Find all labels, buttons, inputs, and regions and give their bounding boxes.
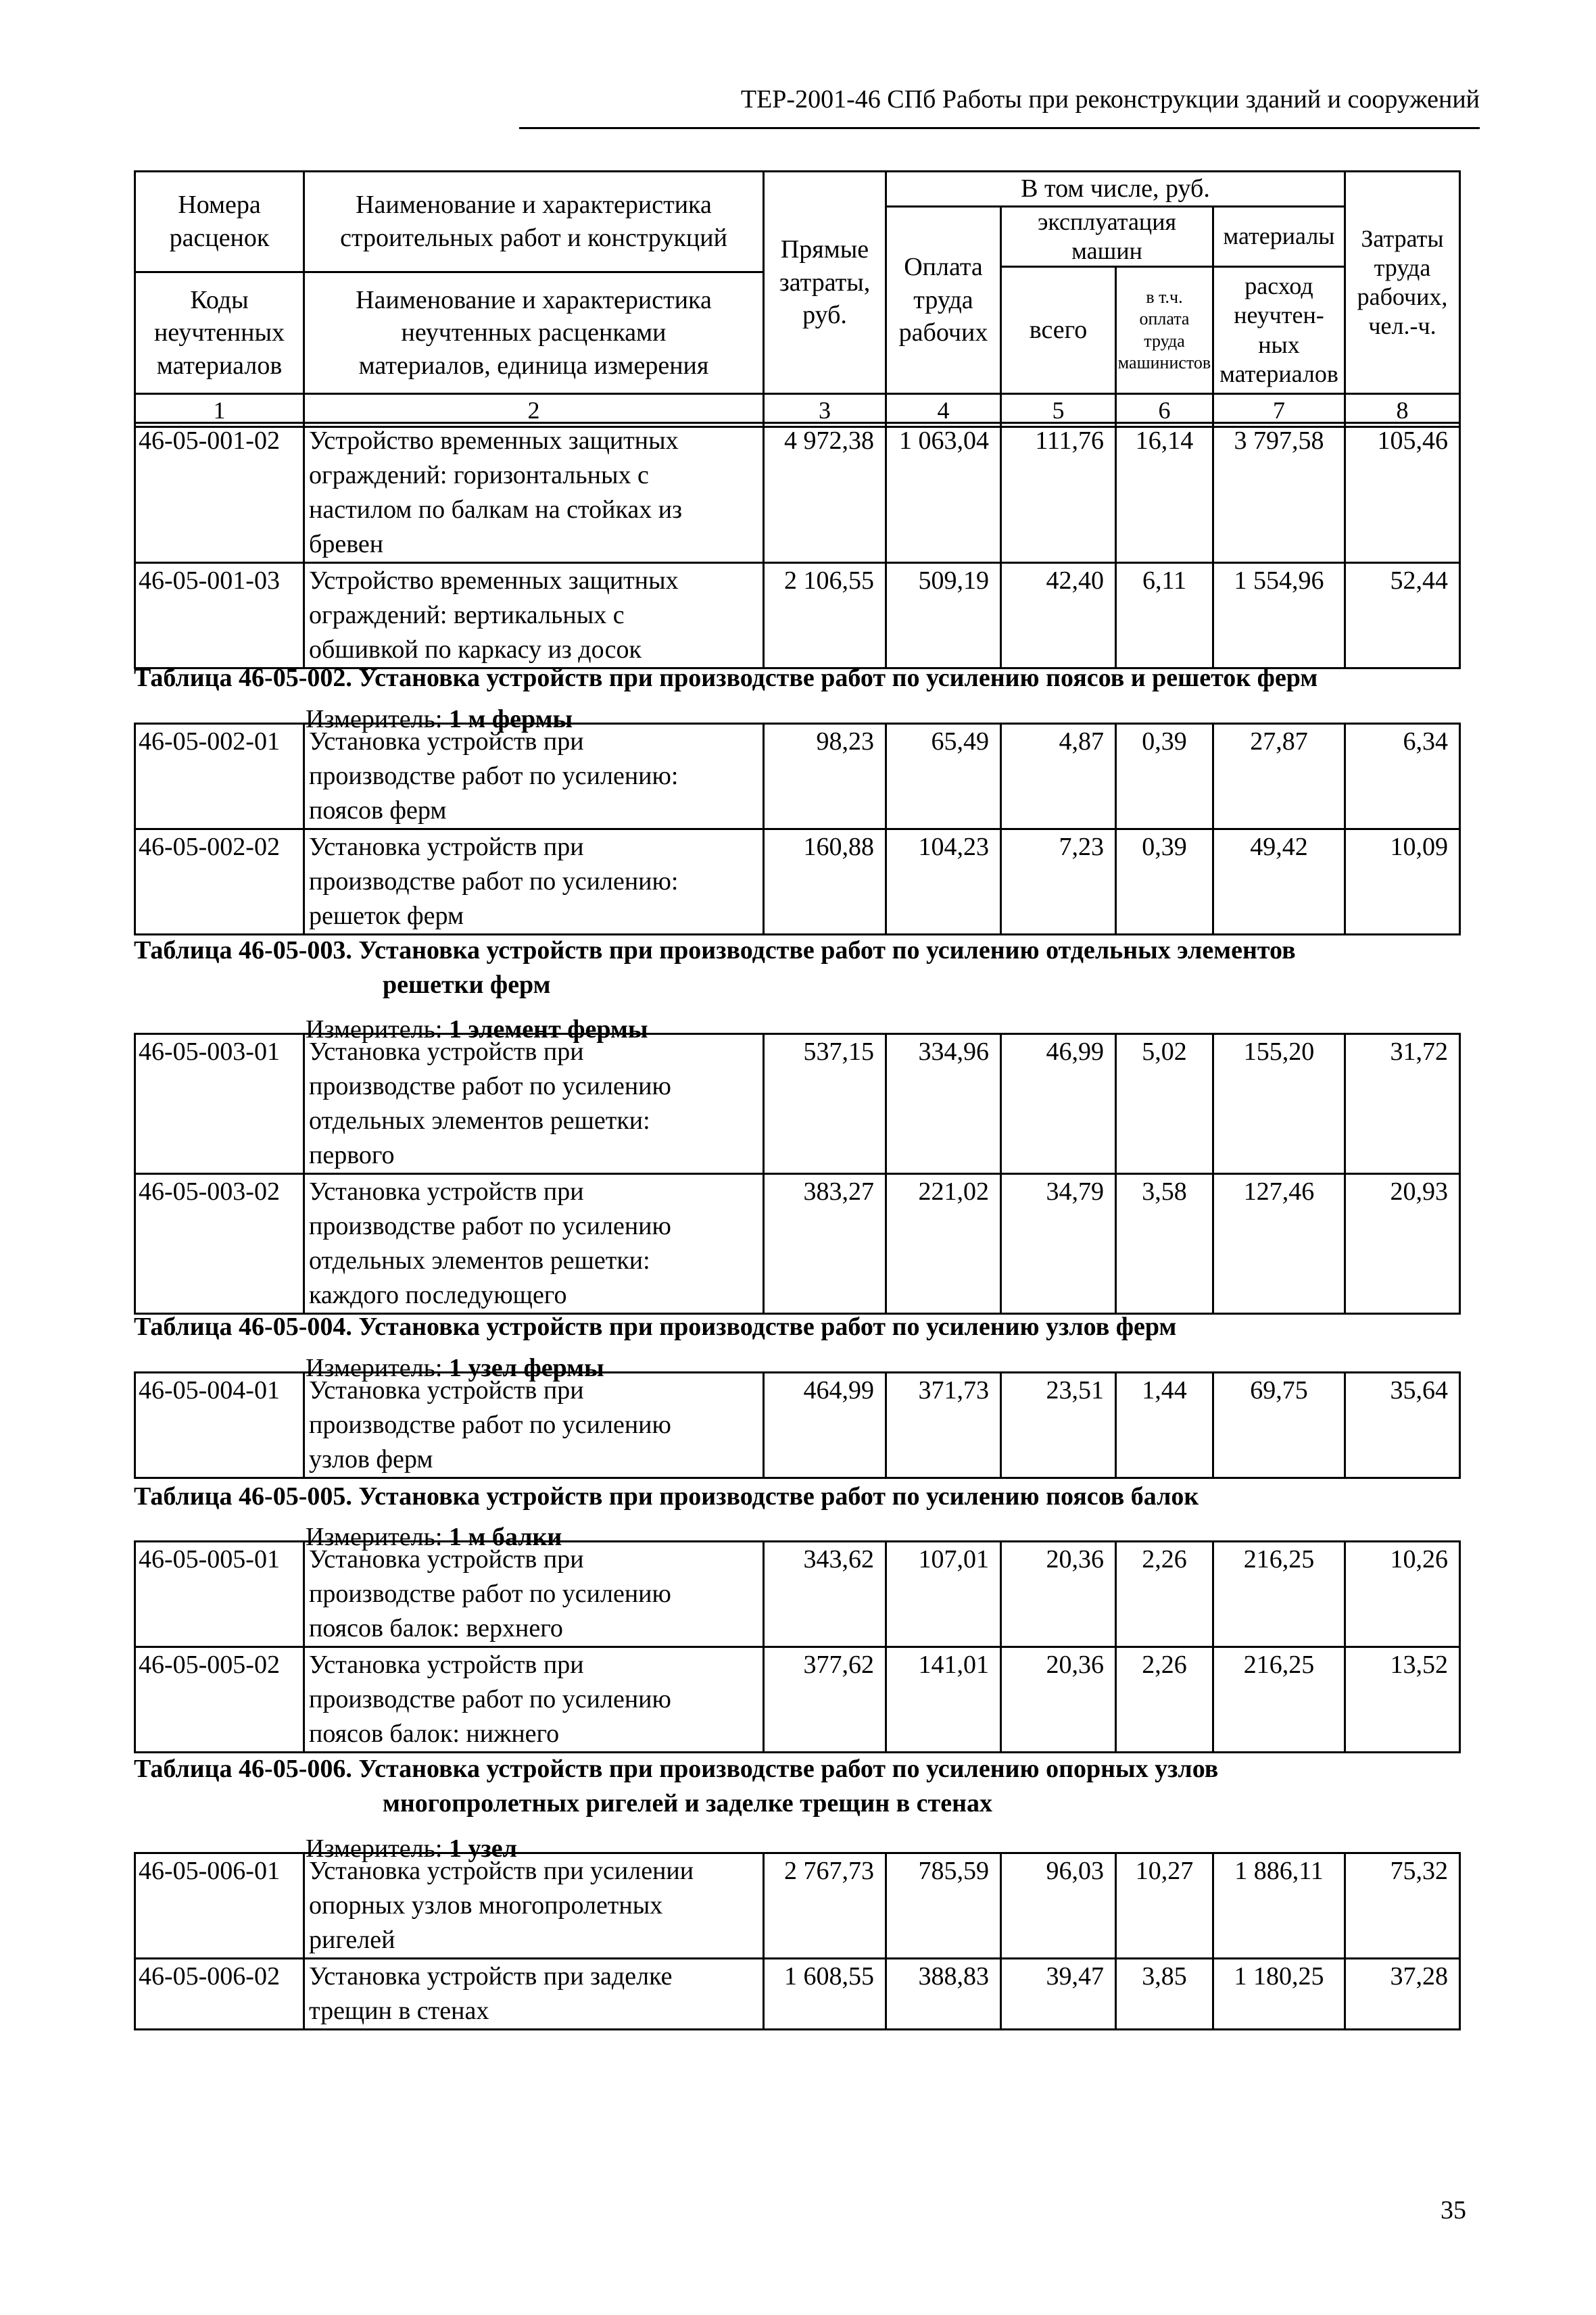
machines-total-value: 111,76 [1001, 423, 1116, 563]
table-row [135, 1034, 1460, 1174]
rate-name-line: первого [309, 1141, 395, 1169]
measure-label: Измеритель: [306, 1834, 449, 1863]
materials-consumption-value: 27,87 [1213, 724, 1345, 829]
labor-costs-value: 10,09 [1345, 829, 1460, 935]
machine-operators-pay-value: 2,26 [1116, 1647, 1213, 1753]
table-row [135, 563, 1460, 668]
table-caption [134, 1310, 1176, 1344]
measure-value: 1 м балки [449, 1523, 562, 1551]
rate-name-line: поясов ферм [309, 796, 447, 825]
direct-costs-value: 464,99 [764, 1373, 886, 1478]
price-table [134, 1540, 1461, 1753]
labor-pay-value: 221,02 [886, 1174, 1001, 1314]
rate-name [304, 724, 764, 829]
machine-operators-pay-value: 6,11 [1116, 563, 1213, 668]
rate-name-line: ограждений: горизонтальных с [309, 461, 649, 489]
rate-name [304, 1959, 764, 2030]
rate-code: 46-05-004-01 [135, 1373, 304, 1478]
header-line: расценок [169, 224, 270, 252]
col-number: 8 [1345, 394, 1460, 427]
labor-costs-value: 75,32 [1345, 1853, 1460, 1959]
rate-name-line: Установка устройств при [309, 727, 584, 756]
machines-total-value: 20,36 [1001, 1647, 1116, 1753]
materials-consumption-value: 3 797,58 [1213, 423, 1345, 563]
rate-name [304, 1647, 764, 1753]
table-row [135, 1174, 1460, 1314]
header-line: затраты, [779, 268, 871, 297]
machines-total-value: 7,23 [1001, 829, 1116, 935]
col-number: 4 [886, 394, 1001, 427]
table-row [135, 829, 1460, 935]
rate-name [304, 1174, 764, 1314]
direct-costs-value: 160,88 [764, 829, 886, 935]
labor-costs-value: 35,64 [1345, 1373, 1460, 1478]
header-line: руб. [802, 301, 847, 330]
direct-costs-value: 98,23 [764, 724, 886, 829]
rate-name-line: Установка устройств при [309, 1376, 584, 1405]
materials-consumption-value: 1 886,11 [1213, 1853, 1345, 1959]
table-caption-line: решетки ферм [383, 971, 551, 999]
direct-costs-value: 343,62 [764, 1542, 886, 1647]
table-caption [134, 933, 1296, 1002]
col-materials: материалы [1213, 206, 1345, 266]
table-row [135, 724, 1460, 829]
labor-costs-value: 6,34 [1345, 724, 1460, 829]
materials-consumption-value: 155,20 [1213, 1034, 1345, 1174]
rate-name-line: Установка устройств при усилении [309, 1857, 694, 1885]
header-line: неучтенных расценками [401, 318, 667, 347]
rate-name-line: узлов ферм [309, 1445, 433, 1473]
col-number: 2 [304, 394, 764, 427]
rate-code: 46-05-001-03 [135, 563, 304, 668]
col-including: В том числе, руб. [886, 172, 1345, 207]
measure-value: 1 м фермы [449, 705, 573, 733]
rate-code: 46-05-006-01 [135, 1853, 304, 1959]
table-caption [134, 1480, 1199, 1514]
header-line: машинистов [1117, 353, 1211, 372]
rate-name-line: производстве работ по усилению: [309, 762, 679, 790]
labor-costs-value: 20,93 [1345, 1174, 1460, 1314]
header-line: неучтен- [1234, 301, 1324, 329]
rate-name [304, 563, 764, 668]
header-line: материалов [156, 351, 283, 380]
machine-operators-pay-value: 3,58 [1116, 1174, 1213, 1314]
col-codes-top [135, 172, 304, 272]
labor-pay-value: 509,19 [886, 563, 1001, 668]
labor-pay-value: 65,49 [886, 724, 1001, 829]
col-number: 3 [764, 394, 886, 427]
labor-pay-value: 371,73 [886, 1373, 1001, 1478]
header-line: труда [1374, 253, 1431, 281]
labor-pay-value: 141,01 [886, 1647, 1001, 1753]
labor-pay-value: 388,83 [886, 1959, 1001, 2030]
machine-operators-pay-value: 2,26 [1116, 1542, 1213, 1647]
table-caption [134, 661, 1317, 696]
header-line: в т.ч. [1146, 287, 1183, 307]
header-line: Затраты [1361, 224, 1444, 252]
measure-value: 1 узел [449, 1834, 517, 1863]
price-table [134, 1852, 1461, 2030]
rate-code: 46-05-006-02 [135, 1959, 304, 2030]
rate-name [304, 1853, 764, 1959]
rate-name-line: производстве работ по усилению [309, 1411, 671, 1439]
table-caption [134, 1752, 1218, 1821]
rate-name-line: ограждений: вертикальных с [309, 601, 625, 629]
header-line: расход [1244, 272, 1313, 300]
rate-code: 46-05-002-01 [135, 724, 304, 829]
machine-operators-pay-value: 5,02 [1116, 1034, 1213, 1174]
table-row [135, 1959, 1460, 2030]
measure-value: 1 узел фермы [449, 1354, 604, 1382]
labor-pay-value: 785,59 [886, 1853, 1001, 1959]
materials-consumption-value: 1 180,25 [1213, 1959, 1345, 2030]
measure-label: Измеритель: [306, 705, 449, 733]
table-row [135, 1373, 1460, 1478]
col-codes-bottom [135, 272, 304, 394]
rate-name [304, 1034, 764, 1174]
rate-name-line: Установка устройств при заделке [309, 1962, 673, 1991]
rate-name-line: отдельных элементов решетки: [309, 1246, 650, 1275]
col-labor-costs [1345, 172, 1460, 394]
header-line: Прямые [780, 235, 869, 264]
rate-name [304, 1373, 764, 1478]
materials-consumption-value: 1 554,96 [1213, 563, 1345, 668]
header-line: чел.-ч. [1368, 312, 1436, 340]
table-caption-line: Таблица 46-05-002. Установка устройств при производстве работ по усилению поясов и решеток ферм [134, 664, 1318, 692]
machines-total-value: 39,47 [1001, 1959, 1116, 2030]
header-line: ных [1258, 331, 1300, 358]
rate-name-line: бревен [309, 530, 384, 558]
direct-costs-value: 2 106,55 [764, 563, 886, 668]
header-line: Коды [190, 285, 249, 314]
labor-pay-value: 104,23 [886, 829, 1001, 935]
labor-costs-value: 31,72 [1345, 1034, 1460, 1174]
price-table [134, 1033, 1461, 1315]
col-name-bottom [304, 272, 764, 394]
rate-name-line: ригелей [309, 1926, 395, 1954]
rate-name-line: Установка устройств при [309, 1038, 584, 1066]
machine-operators-pay-value: 1,44 [1116, 1373, 1213, 1478]
machine-operators-pay-value: 10,27 [1116, 1853, 1213, 1959]
labor-costs-value: 10,26 [1345, 1542, 1460, 1647]
rate-name-line: Устройство временных защитных [309, 566, 679, 595]
rate-name-line: настилом по балкам на стойках из [309, 495, 683, 524]
col-number: 7 [1213, 394, 1345, 427]
materials-consumption-value: 216,25 [1213, 1542, 1345, 1647]
rate-code: 46-05-003-02 [135, 1174, 304, 1314]
table-row [135, 1853, 1460, 1959]
machines-total-value: 42,40 [1001, 563, 1116, 668]
table-caption-line: Таблица 46-05-004. Установка устройств при производстве работ по усилению узлов ферм [134, 1313, 1177, 1341]
rate-name-line: каждого последующего [309, 1281, 567, 1309]
machines-total-value: 34,79 [1001, 1174, 1116, 1314]
header-line: Наименование и характеристика [356, 191, 712, 220]
labor-pay-value: 1 063,04 [886, 423, 1001, 563]
rate-code: 46-05-002-02 [135, 829, 304, 935]
materials-consumption-value: 216,25 [1213, 1647, 1345, 1753]
machine-operators-pay-value: 16,14 [1116, 423, 1213, 563]
rate-name-line: Установка устройств при [309, 1545, 584, 1574]
materials-consumption-value: 69,75 [1213, 1373, 1345, 1478]
rate-code: 46-05-005-01 [135, 1542, 304, 1647]
rate-code: 46-05-003-01 [135, 1034, 304, 1174]
table-row [135, 1647, 1460, 1753]
machine-operators-pay-value: 0,39 [1116, 829, 1213, 935]
rate-name [304, 829, 764, 935]
price-table [134, 1371, 1461, 1479]
column-header-table [134, 170, 1461, 428]
col-number: 1 [135, 394, 304, 427]
machines-total-value: 46,99 [1001, 1034, 1116, 1174]
materials-consumption-value: 49,42 [1213, 829, 1345, 935]
measure-label: Измеритель: [306, 1523, 449, 1551]
rate-name-line: производстве работ по усилению [309, 1212, 671, 1240]
rate-name-line: поясов балок: верхнего [309, 1614, 563, 1642]
header-line: рабочих, [1357, 283, 1448, 310]
rate-name-line: поясов балок: нижнего [309, 1720, 560, 1748]
col-direct-costs [764, 172, 886, 394]
table-caption-line: Таблица 46-05-006. Установка устройств при производстве работ по усилению опорных узлов [134, 1755, 1219, 1783]
rate-name [304, 1542, 764, 1647]
header-line: материалов, единица измерения [358, 351, 709, 380]
page-number: 35 [1441, 2196, 1466, 2224]
header-line: труда [1144, 331, 1185, 351]
table-row [135, 423, 1460, 563]
labor-pay-value: 334,96 [886, 1034, 1001, 1174]
rate-code: 46-05-001-02 [135, 423, 304, 563]
col-labor-pay [886, 206, 1001, 393]
machines-total-value: 4,87 [1001, 724, 1116, 829]
rate-name-line: Устройство временных защитных [309, 427, 679, 455]
direct-costs-value: 383,27 [764, 1174, 886, 1314]
labor-costs-value: 52,44 [1345, 563, 1460, 668]
rate-name-line: обшивкой по каркасу из досок [309, 635, 642, 664]
direct-costs-value: 537,15 [764, 1034, 886, 1174]
rate-name-line: решеток ферм [309, 902, 464, 930]
header-line: строительных работ и конструкций [340, 224, 727, 252]
measure-label: Измеритель: [306, 1354, 449, 1382]
header-line: Номера [178, 191, 261, 220]
direct-costs-value: 2 767,73 [764, 1853, 886, 1959]
direct-costs-value: 377,62 [764, 1647, 886, 1753]
machine-operators-pay-value: 3,85 [1116, 1959, 1213, 2030]
col-machines: эксплуатация машин [1001, 206, 1213, 266]
header-rule [519, 127, 1480, 129]
machines-total-value: 23,51 [1001, 1373, 1116, 1478]
labor-costs-value: 37,28 [1345, 1959, 1460, 2030]
labor-costs-value: 13,52 [1345, 1647, 1460, 1753]
rate-name-line: опорных узлов многопролетных [309, 1891, 663, 1920]
header-line: труда [913, 285, 973, 314]
rate-name-line: производстве работ по усилению [309, 1685, 671, 1713]
header-line: материалов [1219, 360, 1338, 387]
table-row [135, 1542, 1460, 1647]
labor-costs-value: 105,46 [1345, 423, 1460, 563]
rate-name-line: производстве работ по усилению [309, 1580, 671, 1608]
header-line: Наименование и характеристика [356, 285, 712, 314]
table-caption-line: Таблица 46-05-005. Установка устройств при производстве работ по усилению поясов балок [134, 1482, 1199, 1511]
rate-name-line: Установка устройств при [309, 1177, 584, 1206]
measure-label: Измеритель: [306, 1015, 449, 1044]
table-caption-line: многопролетных ригелей и заделке трещин в стенах [383, 1789, 992, 1818]
header-line: рабочих [898, 318, 988, 347]
rate-name [304, 423, 764, 563]
direct-costs-value: 1 608,55 [764, 1959, 886, 2030]
price-table [134, 723, 1461, 935]
rate-code: 46-05-005-02 [135, 1647, 304, 1753]
rate-name-line: производстве работ по усилению [309, 1072, 671, 1100]
table-caption-line: Таблица 46-05-003. Установка устройств при производстве работ по усилению отдельных элементов [134, 936, 1296, 965]
rate-name-line: производстве работ по усилению: [309, 867, 679, 896]
document-title: ТЕР-2001-46 СПб Работы при реконструкции зданий и сооружений [740, 85, 1480, 114]
machines-total-value: 96,03 [1001, 1853, 1116, 1959]
header-line: неучтенных [153, 318, 285, 347]
col-number: 5 [1001, 394, 1116, 427]
col-machines-operators [1116, 267, 1213, 394]
direct-costs-value: 4 972,38 [764, 423, 886, 563]
col-name-top [304, 172, 764, 272]
labor-pay-value: 107,01 [886, 1542, 1001, 1647]
rate-name-line: Установка устройств при [309, 833, 584, 861]
header-line: оплата [1139, 309, 1190, 328]
machine-operators-pay-value: 0,39 [1116, 724, 1213, 829]
machines-total-value: 20,36 [1001, 1542, 1116, 1647]
price-table [134, 422, 1461, 669]
rate-name-line: трещин в стенах [309, 1997, 489, 2025]
materials-consumption-value: 127,46 [1213, 1174, 1345, 1314]
header-line: Оплата [904, 252, 983, 281]
measure-value: 1 элемент фермы [449, 1015, 648, 1044]
rate-name-line: Установка устройств при [309, 1651, 584, 1679]
rate-name-line: отдельных элементов решетки: [309, 1106, 650, 1135]
col-number: 6 [1116, 394, 1213, 427]
col-materials-consumption [1213, 267, 1345, 394]
col-machines-total: всего [1001, 267, 1116, 394]
